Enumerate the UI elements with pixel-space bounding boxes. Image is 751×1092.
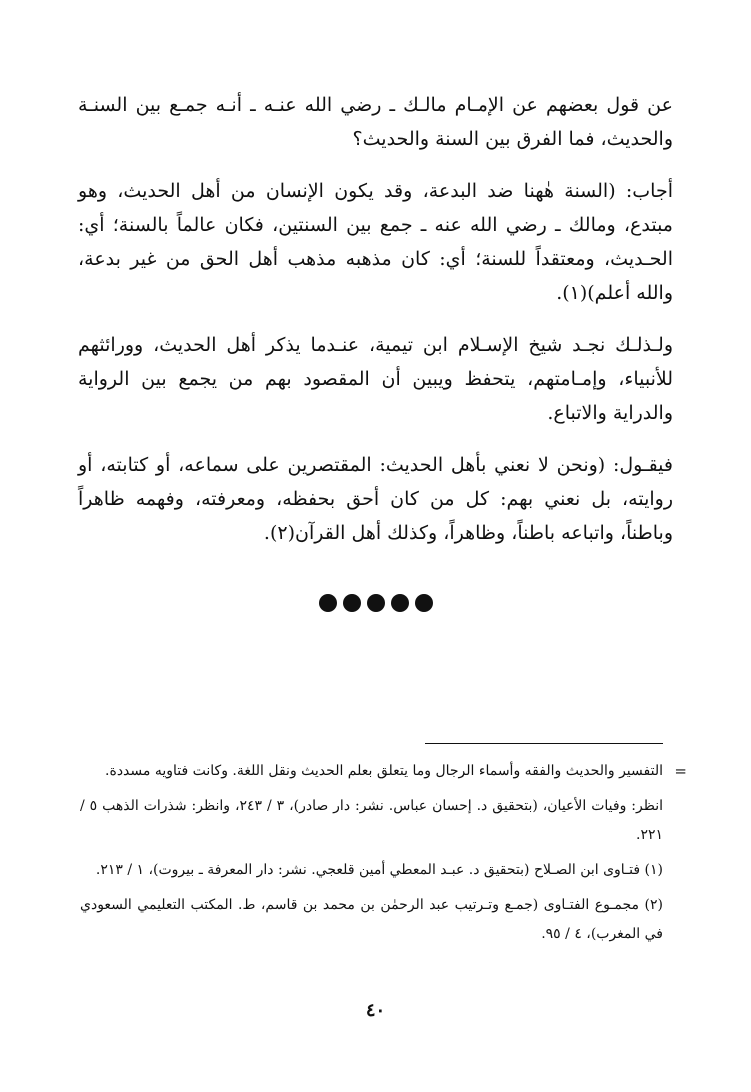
continuation-mark: = xyxy=(674,762,687,780)
separator-dot-icon xyxy=(391,594,409,612)
section-separator xyxy=(0,594,751,616)
footnote-divider xyxy=(425,743,663,744)
footnote-text: التفسير والحديث والفقه وأسماء الرجال وما يتعلق بعلم الحديث ونقل اللغة. وكانت فتاويه مسددة. xyxy=(105,763,663,779)
question-paragraph: عن قول بعضهم عن الإمـام مالـك ـ رضي الله عنـه ـ أنـه جمـع بين السنـة والحديث، فما الفرق بين السنة والحديث؟ xyxy=(78,94,673,150)
separator-dot-icon xyxy=(367,594,385,612)
footnote-1: (١) فتـاوى ابن الصـلاح (بتحقيق د. عبـد المعطي أمين قلعجي. نشر: دار المعرفة ـ بيروت)، ١ / ٢١٣. xyxy=(95,862,663,878)
answer-paragraph: أجاب: (السنة هٰهنا ضد البدعة، وقد يكون الإنسان من أهل الحديث، وهو مبتدع، ومالك ـ رضي الله عنه ـ جمع بين السنتين، فكان عالماً بالسنة؛ أي: الحـديث، ومعتقداً للسنة؛ أي: كان مذهبه مذهب أهل الحق من غير بدعة، والله أعلم)(١). xyxy=(78,180,673,304)
footnotes xyxy=(80,757,687,955)
main-text xyxy=(78,88,673,568)
footnote-reference: انظر: وفيات الأعيان، (بتحقيق د. إحسان عباس. نشر: دار صادر)، ٣ / ٢٤٣، وانظر: شذرات الذهب ٥ / ٢٢١. xyxy=(80,798,663,843)
separator-dot-icon xyxy=(319,594,337,612)
page-number: ٤٠ xyxy=(365,1000,386,1021)
separator-dot-icon xyxy=(343,594,361,612)
footnote-continuation xyxy=(80,757,687,786)
separator-dot-icon xyxy=(415,594,433,612)
quote-paragraph: فيقـول: (ونحن لا نعني بأهل الحديث: المقتصرين على سماعه، أو كتابته، أو روايته، بل نعني بهم: كل من كان أحق بحفظه، ومعرفته، وفهمه ظاهراً وباطناً، واتباعه باطناً، وظاهراً، وكذلك أهل القرآن(٢). xyxy=(78,454,673,544)
ibn-taymiyya-paragraph: ولـذلـك نجـد شيخ الإسـلام ابن تيمية، عنـدما يذكر أهل الحديث، وورائثهم للأنبياء، وإمـامتهم، يتحفظ ويبين أن المقصود بهم من يجمع بين الرواية والدراية والاتباع. xyxy=(78,334,673,424)
footnote-2: (٢) مجمـوع الفتـاوى (جمـع وتـرتيب عبد الرحمٰن بن محمد بن قاسم، ط. المكتب التعليمي السعودي في المغرب)، ٤ / ٩٥. xyxy=(80,897,663,942)
